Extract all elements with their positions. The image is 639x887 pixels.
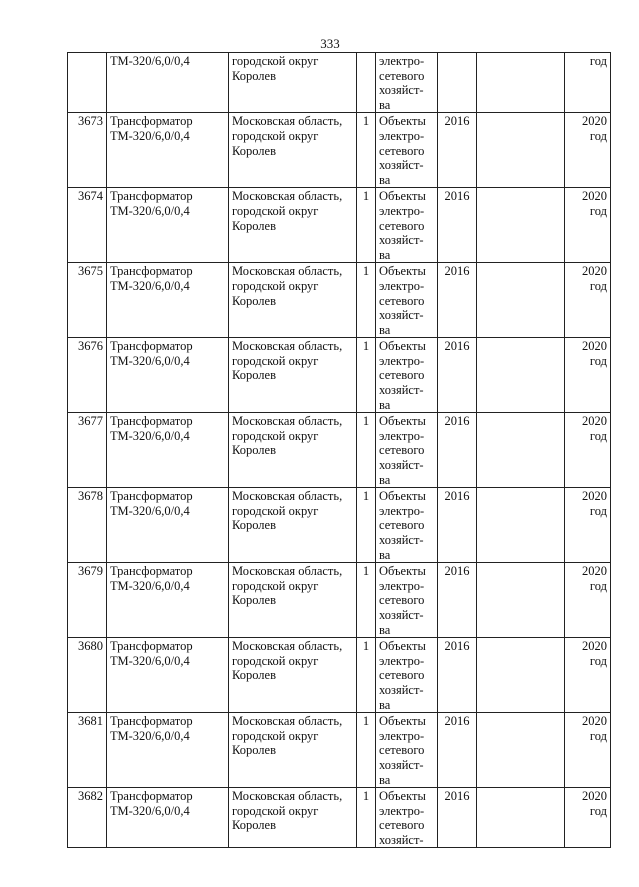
item-name-line: Трансформатор: [110, 789, 193, 804]
location-cell: [229, 563, 357, 638]
item-name-cell: [107, 788, 229, 848]
location-cell: [229, 713, 357, 788]
location-line: городской округ: [232, 203, 319, 218]
object-type-line: сетевого: [379, 668, 425, 683]
quantity-cell: [357, 113, 376, 188]
object-type-line: хозяйст-: [379, 83, 424, 98]
item-name-line: ТМ-320/6,0/0,4: [110, 428, 190, 443]
deadline-line: 2020: [582, 489, 607, 504]
deadline-cell: [565, 713, 611, 788]
item-name-line: ТМ-320/6,0/0,4: [110, 578, 190, 593]
row-number-cell: [68, 413, 107, 488]
row-number: 3674: [78, 189, 103, 204]
row-number-cell: [68, 638, 107, 713]
location-line: Московская область,: [232, 489, 343, 504]
object-type-cell: [376, 53, 438, 113]
row-number: 3676: [78, 339, 103, 354]
object-type-line: хозяйст-: [379, 233, 424, 248]
empty-cell: [477, 113, 565, 188]
table-row: [68, 413, 611, 488]
object-type-line: сетевого: [379, 143, 425, 158]
object-type-line: электро-: [379, 803, 425, 818]
object-type-line: Объекты: [379, 789, 426, 804]
year-value: 2016: [444, 639, 470, 654]
quantity-value: 1: [362, 114, 370, 129]
quantity-cell: [357, 638, 376, 713]
object-type-line: сетевого: [379, 443, 425, 458]
deadline-line: год: [589, 428, 607, 443]
year-cell: [438, 413, 477, 488]
location-line: Королев: [232, 218, 276, 233]
item-name-line: ТМ-320/6,0/0,4: [110, 54, 190, 68]
location-line: Московская область,: [232, 114, 343, 129]
deadline-line: год: [589, 278, 607, 293]
year-cell: [438, 188, 477, 263]
object-type-line: электро-: [379, 428, 425, 443]
deadline-line: 2020: [582, 114, 607, 129]
object-type-cell: [376, 413, 438, 488]
year-cell: [438, 263, 477, 338]
location-line: Московская область,: [232, 414, 343, 429]
deadline-line: год: [589, 203, 607, 218]
location-line: Королев: [232, 593, 276, 608]
quantity-value: 1: [362, 714, 370, 729]
object-type-cell: [376, 788, 438, 848]
table-row: [68, 713, 611, 788]
deadline-cell: [565, 188, 611, 263]
row-number-cell: [68, 113, 107, 188]
year-value: 2016: [444, 414, 470, 429]
item-name-line: ТМ-320/6,0/0,4: [110, 203, 190, 218]
location-line: Королев: [232, 443, 276, 458]
row-number-cell: [68, 53, 107, 113]
deadline-line: 2020: [582, 789, 607, 804]
year-value: 2016: [444, 489, 470, 504]
object-type-line: ва: [379, 97, 391, 112]
row-number: 3680: [78, 639, 103, 654]
table-row: [68, 338, 611, 413]
row-number-cell: [68, 338, 107, 413]
object-type-line: сетевого: [379, 818, 425, 833]
object-type-line: хозяйст-: [379, 458, 424, 473]
asset-registry-table: [67, 52, 611, 848]
object-type-line: электро-: [379, 653, 425, 668]
deadline-cell: [565, 638, 611, 713]
object-type-line: электро-: [379, 728, 425, 743]
location-line: Королев: [232, 143, 276, 158]
object-type-line: сетевого: [379, 218, 425, 233]
item-name-line: ТМ-320/6,0/0,4: [110, 653, 190, 668]
deadline-line: год: [589, 578, 607, 593]
object-type-line: сетевого: [379, 293, 425, 308]
table-row: [68, 638, 611, 713]
quantity-value: 1: [362, 564, 370, 579]
quantity-cell: [357, 563, 376, 638]
location-line: городской округ: [232, 653, 319, 668]
item-name-line: Трансформатор: [110, 264, 193, 279]
item-name-line: ТМ-320/6,0/0,4: [110, 353, 190, 368]
location-line: Московская область,: [232, 714, 343, 729]
item-name-line: Трансформатор: [110, 564, 193, 579]
deadline-cell: [565, 488, 611, 563]
object-type-cell: [376, 263, 438, 338]
quantity-cell: [357, 53, 376, 113]
object-type-line: электро-: [379, 503, 425, 518]
object-type-line: электро-: [379, 203, 425, 218]
object-type-line: электро-: [379, 353, 425, 368]
location-cell: [229, 488, 357, 563]
quantity-value: 1: [362, 639, 370, 654]
row-number: 3682: [78, 789, 103, 804]
deadline-line: год: [589, 803, 607, 818]
object-type-line: Объекты: [379, 189, 426, 204]
year-cell: [438, 788, 477, 848]
empty-cell: [477, 488, 565, 563]
object-type-line: ва: [379, 247, 391, 262]
item-name-cell: [107, 413, 229, 488]
location-line: городской округ: [232, 803, 319, 818]
table-row: [68, 488, 611, 563]
row-number: 3678: [78, 489, 103, 504]
object-type-line: Объекты: [379, 339, 426, 354]
quantity-cell: [357, 788, 376, 848]
object-type-line: электро-: [379, 54, 425, 68]
object-type-line: ва: [379, 772, 391, 787]
quantity-value: 1: [362, 489, 370, 504]
object-type-line: хозяйст-: [379, 682, 424, 697]
object-type-cell: [376, 113, 438, 188]
row-number-cell: [68, 488, 107, 563]
deadline-line: 2020: [582, 189, 607, 204]
deadline-line: год: [589, 653, 607, 668]
deadline-line: год: [589, 353, 607, 368]
location-line: городской округ: [232, 578, 319, 593]
location-line: Королев: [232, 518, 276, 533]
year-value: 2016: [444, 564, 470, 579]
item-name-cell: [107, 188, 229, 263]
quantity-cell: [357, 338, 376, 413]
object-type-line: ва: [379, 472, 391, 487]
location-line: Московская область,: [232, 789, 343, 804]
empty-cell: [477, 788, 565, 848]
deadline-line: 2020: [582, 264, 607, 279]
item-name-line: ТМ-320/6,0/0,4: [110, 803, 190, 818]
object-type-line: Объекты: [379, 414, 426, 429]
item-name-cell: [107, 338, 229, 413]
object-type-cell: [376, 563, 438, 638]
object-type-line: ва: [379, 397, 391, 412]
table-row: [68, 188, 611, 263]
object-type-line: сетевого: [379, 68, 425, 83]
location-line: Московская область,: [232, 564, 343, 579]
item-name-line: Трансформатор: [110, 489, 193, 504]
location-line: Королев: [232, 68, 276, 83]
object-type-line: ва: [379, 547, 391, 562]
row-number: 3679: [78, 564, 103, 579]
year-value: 2016: [444, 339, 470, 354]
location-line: Московская область,: [232, 339, 343, 354]
object-type-line: хозяйст-: [379, 533, 424, 547]
location-line: городской округ: [232, 728, 319, 743]
object-type-line: Объекты: [379, 114, 426, 129]
location-line: городской округ: [232, 54, 319, 68]
object-type-line: сетевого: [379, 593, 425, 608]
table-row: [68, 263, 611, 338]
year-cell: [438, 338, 477, 413]
row-number-cell: [68, 563, 107, 638]
year-value: 2016: [444, 264, 470, 279]
quantity-value: 1: [362, 339, 370, 354]
year-cell: [438, 113, 477, 188]
object-type-line: хозяйст-: [379, 383, 424, 398]
deadline-line: 2020: [582, 714, 607, 729]
deadline-cell: [565, 413, 611, 488]
quantity-cell: [357, 713, 376, 788]
object-type-cell: [376, 713, 438, 788]
empty-cell: [477, 53, 565, 113]
empty-cell: [477, 563, 565, 638]
year-value: 2016: [444, 714, 470, 729]
year-cell: [438, 563, 477, 638]
deadline-cell: [565, 563, 611, 638]
location-cell: [229, 113, 357, 188]
location-line: Королев: [232, 668, 276, 683]
object-type-line: хозяйст-: [379, 607, 424, 622]
item-name-line: Трансформатор: [110, 189, 193, 204]
year-value: 2016: [444, 789, 470, 804]
object-type-line: сетевого: [379, 518, 425, 533]
object-type-line: хозяйст-: [379, 158, 424, 173]
object-type-line: ва: [379, 172, 391, 187]
item-name-cell: [107, 113, 229, 188]
page-number: 333: [320, 36, 340, 51]
quantity-cell: [357, 188, 376, 263]
empty-cell: [477, 713, 565, 788]
year-cell: [438, 53, 477, 113]
quantity-value: 1: [362, 264, 370, 279]
location-line: Московская область,: [232, 264, 343, 279]
year-cell: [438, 713, 477, 788]
deadline-cell: [565, 338, 611, 413]
row-number: 3673: [78, 114, 103, 129]
row-number-cell: [68, 263, 107, 338]
year-value: 2016: [444, 189, 470, 204]
deadline-line: год: [589, 54, 607, 68]
item-name-line: Трансформатор: [110, 414, 193, 429]
deadline-cell: [565, 113, 611, 188]
object-type-line: электро-: [379, 128, 425, 143]
object-type-line: электро-: [379, 278, 425, 293]
location-cell: [229, 188, 357, 263]
quantity-cell: [357, 263, 376, 338]
quantity-value: 1: [362, 189, 370, 204]
location-cell: [229, 638, 357, 713]
item-name-line: Трансформатор: [110, 714, 193, 729]
row-number-cell: [68, 188, 107, 263]
location-line: Московская область,: [232, 189, 343, 204]
year-cell: [438, 638, 477, 713]
item-name-cell: [107, 713, 229, 788]
table-row: [68, 563, 611, 638]
row-number: 3675: [78, 264, 103, 279]
location-line: городской округ: [232, 428, 319, 443]
deadline-cell: [565, 263, 611, 338]
object-type-line: сетевого: [379, 743, 425, 758]
object-type-cell: [376, 188, 438, 263]
location-line: Королев: [232, 818, 276, 833]
row-number-cell: [68, 788, 107, 848]
deadline-cell: [565, 788, 611, 848]
table-body: [68, 53, 611, 848]
year-cell: [438, 488, 477, 563]
object-type-line: ва: [379, 622, 391, 637]
quantity-cell: [357, 488, 376, 563]
item-name-cell: [107, 263, 229, 338]
empty-cell: [477, 338, 565, 413]
item-name-cell: [107, 638, 229, 713]
year-value: 2016: [444, 114, 470, 129]
object-type-line: ва: [379, 322, 391, 337]
location-line: Московская область,: [232, 639, 343, 654]
item-name-cell: [107, 53, 229, 113]
quantity-cell: [357, 413, 376, 488]
empty-cell: [477, 413, 565, 488]
quantity-value: 1: [362, 414, 370, 429]
empty-cell: [477, 263, 565, 338]
object-type-line: хозяйст-: [379, 308, 424, 323]
item-name-line: ТМ-320/6,0/0,4: [110, 728, 190, 743]
location-cell: [229, 263, 357, 338]
location-line: городской округ: [232, 353, 319, 368]
item-name-line: Трансформатор: [110, 639, 193, 654]
deadline-line: год: [589, 503, 607, 518]
object-type-line: Объекты: [379, 714, 426, 729]
object-type-cell: [376, 488, 438, 563]
object-type-line: хозяйст-: [379, 832, 424, 847]
deadline-line: год: [589, 128, 607, 143]
row-number: 3677: [78, 414, 103, 429]
empty-cell: [477, 638, 565, 713]
location-line: городской округ: [232, 503, 319, 518]
location-cell: [229, 338, 357, 413]
deadline-line: год: [589, 728, 607, 743]
location-line: городской округ: [232, 278, 319, 293]
object-type-line: Объекты: [379, 564, 426, 579]
deadline-cell: [565, 53, 611, 113]
object-type-line: Объекты: [379, 489, 426, 504]
deadline-line: 2020: [582, 564, 607, 579]
object-type-line: ва: [379, 697, 391, 712]
object-type-line: Объекты: [379, 264, 426, 279]
item-name-line: Трансформатор: [110, 114, 193, 129]
table-row: [68, 788, 611, 848]
object-type-cell: [376, 638, 438, 713]
item-name-cell: [107, 488, 229, 563]
item-name-line: ТМ-320/6,0/0,4: [110, 503, 190, 518]
object-type-cell: [376, 338, 438, 413]
location-line: Королев: [232, 743, 276, 758]
location-cell: [229, 413, 357, 488]
item-name-line: Трансформатор: [110, 339, 193, 354]
item-name-line: ТМ-320/6,0/0,4: [110, 128, 190, 143]
table-row: [68, 113, 611, 188]
location-line: Королев: [232, 368, 276, 383]
object-type-line: электро-: [379, 578, 425, 593]
quantity-value: 1: [362, 789, 370, 804]
empty-cell: [477, 188, 565, 263]
deadline-line: 2020: [582, 639, 607, 654]
location-cell: [229, 53, 357, 113]
location-line: городской округ: [232, 128, 319, 143]
object-type-line: Объекты: [379, 639, 426, 654]
row-number-cell: [68, 713, 107, 788]
item-name-cell: [107, 563, 229, 638]
item-name-line: ТМ-320/6,0/0,4: [110, 278, 190, 293]
deadline-line: 2020: [582, 339, 607, 354]
object-type-line: сетевого: [379, 368, 425, 383]
row-number: 3681: [78, 714, 103, 729]
object-type-line: хозяйст-: [379, 757, 424, 772]
location-line: Королев: [232, 293, 276, 308]
table-row: [68, 53, 611, 113]
location-cell: [229, 788, 357, 848]
deadline-line: 2020: [582, 414, 607, 429]
